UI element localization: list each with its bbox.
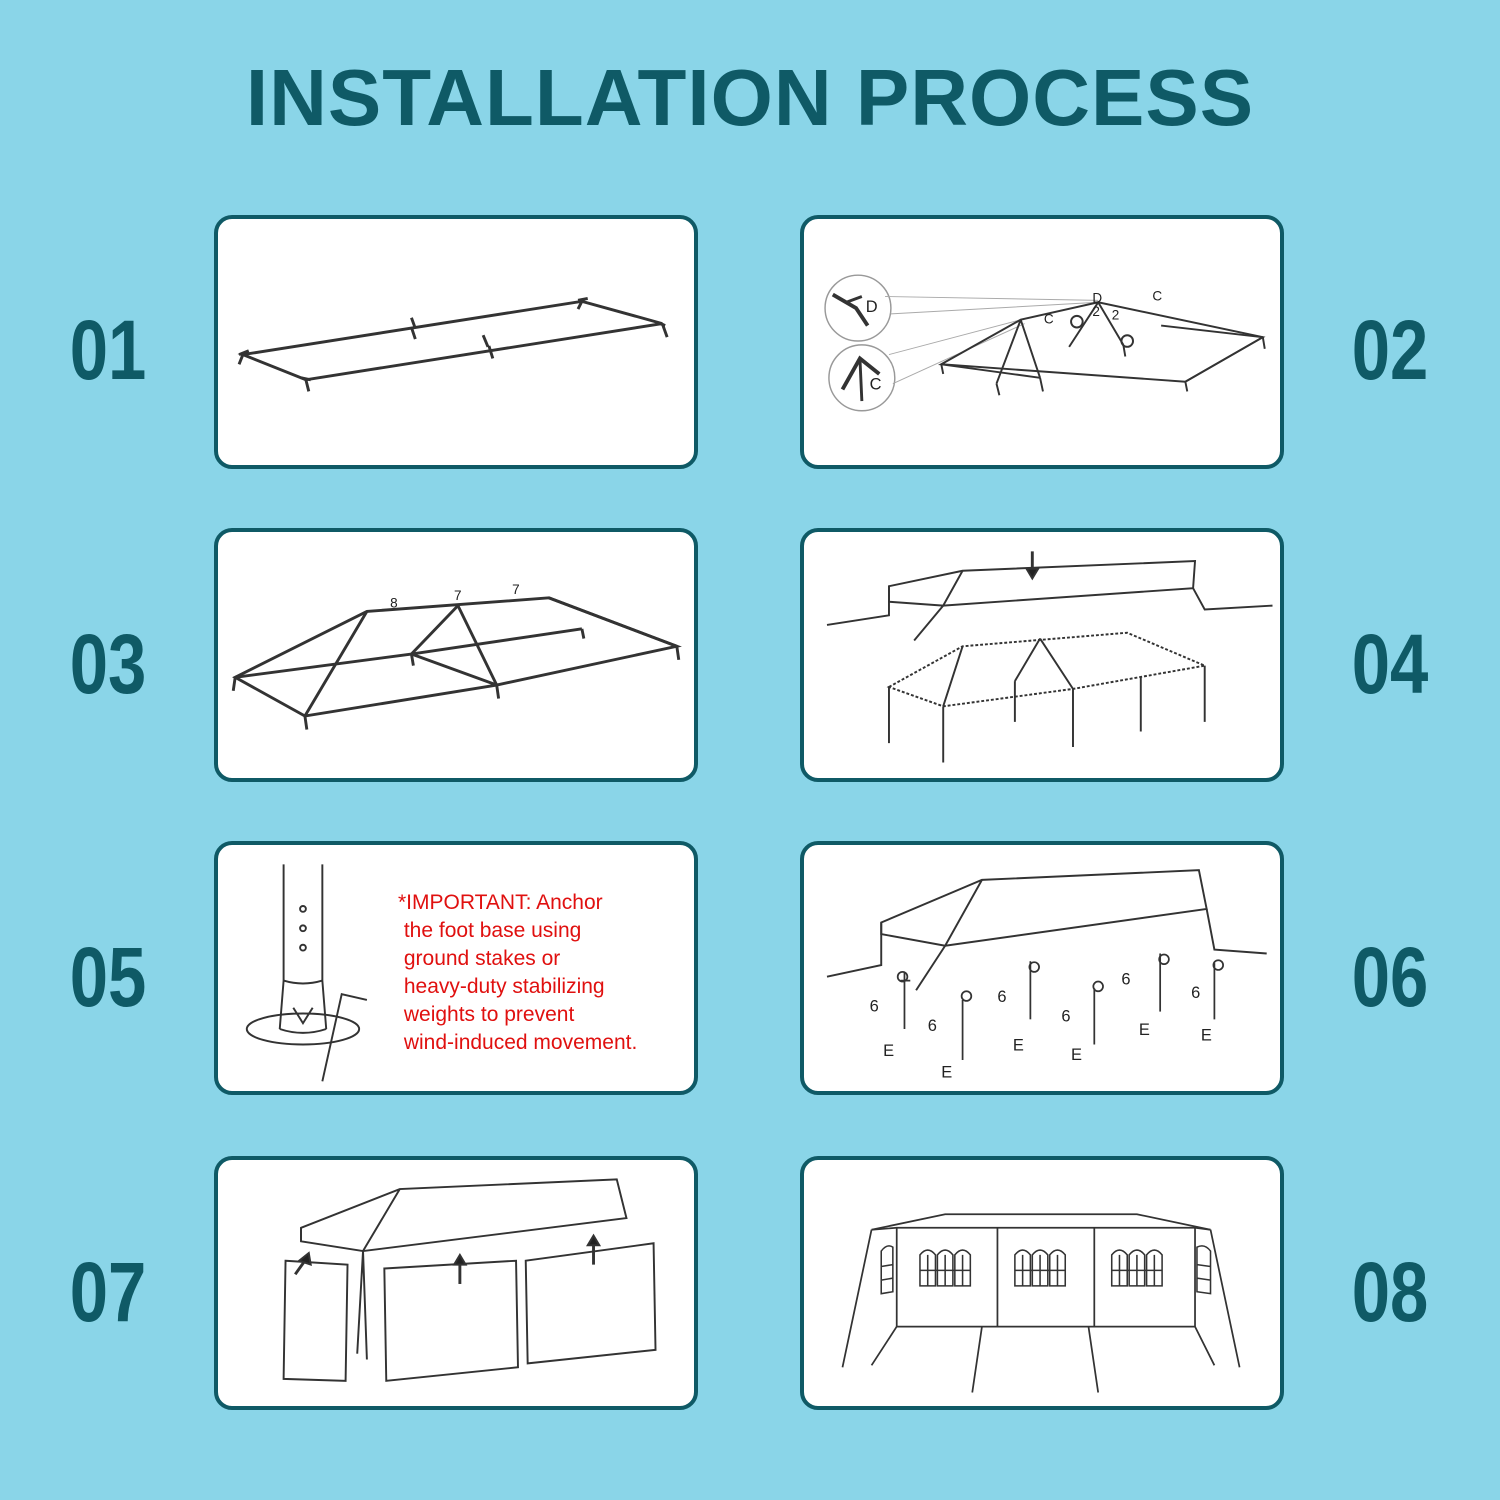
label-c-detail: C (869, 375, 882, 394)
step-01-panel (214, 215, 698, 469)
roof-assembly-illustration (804, 219, 1280, 465)
label-d-frame: D (1092, 290, 1103, 306)
base-frame-illustration (218, 219, 694, 465)
anchor-warning-note: *IMPORTANT: Anchor the foot base using ground stakes or heavy-duty stabilizing weights to prevent wind-induced movement. (398, 891, 638, 1054)
step-08-panel (800, 1156, 1284, 1410)
step-number-08: 08 (1351, 1245, 1429, 1339)
step-number-04: 04 (1351, 617, 1429, 711)
label-6-f: 6 (1191, 984, 1201, 1003)
label-c-frame-right: C (1152, 288, 1163, 304)
label-6-c: 6 (997, 987, 1007, 1006)
step-number-01: 01 (69, 303, 147, 397)
label-d-detail: D (865, 297, 878, 316)
label-6-d: 6 (1061, 1007, 1071, 1026)
label-e-d: E (1071, 1046, 1083, 1065)
finished-tent-illustration (804, 1160, 1280, 1406)
label-e-c: E (1012, 1036, 1024, 1055)
label-6-a: 6 (869, 997, 879, 1016)
label-6-e: 6 (1121, 970, 1131, 989)
step-number-02: 02 (1351, 303, 1429, 397)
label-8: 8 (390, 595, 398, 611)
label-7-a: 7 (454, 587, 462, 603)
step-04-panel (800, 528, 1284, 782)
step-number-05: 05 (69, 930, 147, 1024)
step-number-06: 06 (1351, 930, 1429, 1024)
label-e-f: E (1200, 1026, 1212, 1045)
label-e-b: E (941, 1063, 953, 1082)
step-02-panel (800, 215, 1284, 469)
step-05-panel (214, 841, 698, 1095)
step-number-07: 07 (69, 1245, 147, 1339)
label-e-a: E (883, 1042, 895, 1061)
raise-tent-illustration (804, 845, 1280, 1091)
page-title: INSTALLATION PROCESS (245, 53, 1255, 142)
label-7-b: 7 (512, 581, 520, 597)
step-number-03: 03 (69, 617, 147, 711)
label-2-b: 2 (1111, 307, 1120, 323)
step-07-panel (214, 1156, 698, 1410)
label-e-e: E (1138, 1020, 1150, 1039)
label-2-a: 2 (1092, 303, 1100, 319)
canopy-placement-illustration (804, 532, 1280, 778)
step-06-panel (800, 841, 1284, 1095)
step-03-panel (214, 528, 698, 782)
roof-frame-illustration (218, 532, 694, 778)
label-6-b: 6 (927, 1016, 937, 1035)
label-c-frame-left: C (1043, 311, 1054, 327)
side-walls-illustration (218, 1160, 694, 1406)
